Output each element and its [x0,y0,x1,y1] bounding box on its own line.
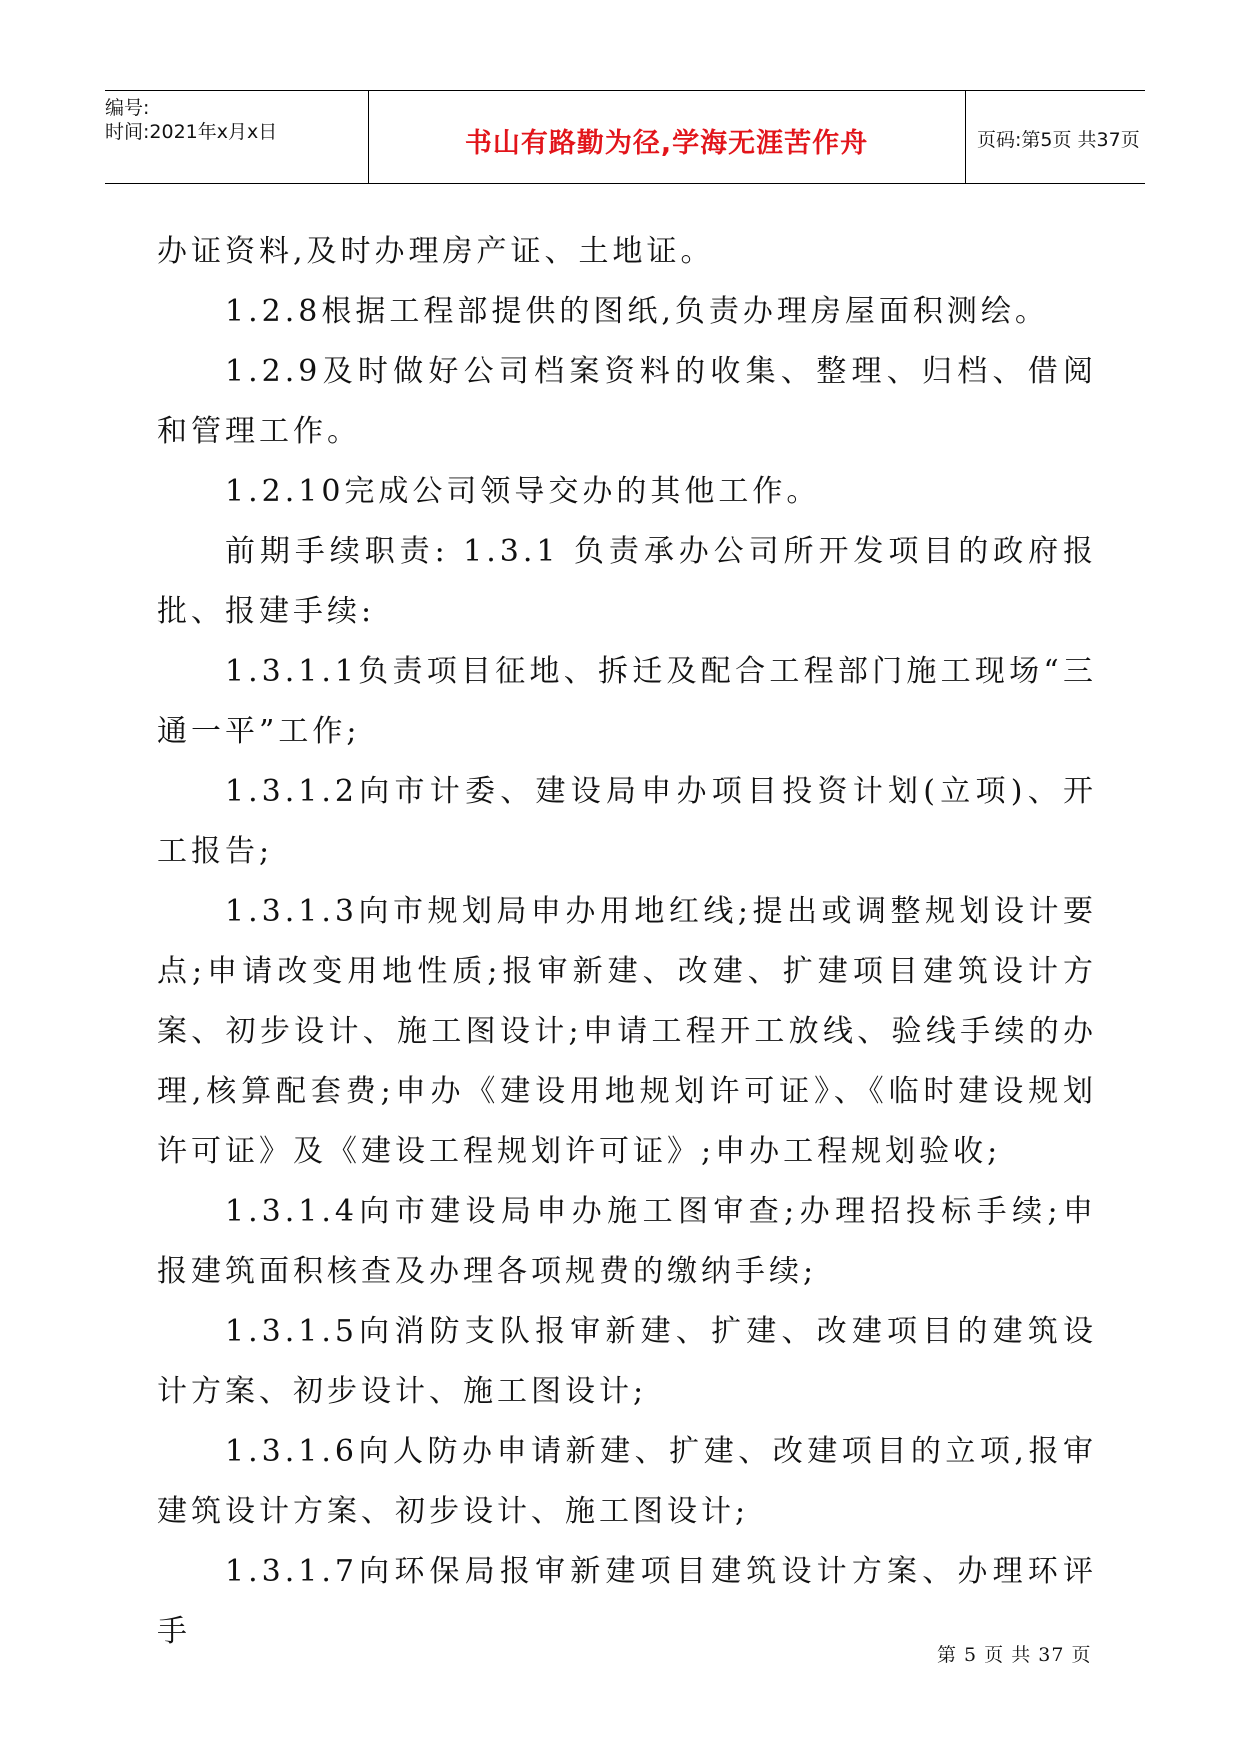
header-motto: 书山有路勤为径,学海无涯苦作舟 [464,128,869,159]
paragraph-continuation: 办证资料,及时办理房产证、土地证。 [157,234,715,269]
header-info-cell [105,91,369,183]
paragraph-1-2-9: 1.2.9及时做好公司档案资料的收集、整理、归档、借阅和管理工作。 [157,354,1097,449]
paragraph-1-3-1-2: 1.3.1.2向市计委、建设局申办项目投资计划(立项)、开工报告; [157,774,1097,869]
paragraph-1-2-8: 1.2.8根据工程部提供的图纸,负责办理房屋面积测绘。 [225,294,1049,329]
paragraph-1-3-1-1: 1.3.1.1负责项目征地、拆迁及配合工程部门施工现场“三通一平”工作; [157,654,1097,749]
paragraph-1-3-1: 前期手续职责: 1.3.1 负责承办公司所开发项目的政府报批、报建手续: [157,534,1097,629]
paragraph-1-3-1-6: 1.3.1.6向人防办申请新建、扩建、改建项目的立项,报审建筑设计方案、初步设计、施工图设计; [157,1434,1097,1529]
header-page-cell [965,91,1145,183]
page-header [105,90,1145,184]
paragraph-1-2-10: 1.2.10完成公司领导交办的其他工作。 [225,474,821,509]
document-number-label: 编号: [105,97,150,119]
paragraph-1-3-1-5: 1.3.1.5向消防支队报审新建、扩建、改建项目的建筑设计方案、初步设计、施工图设计; [157,1314,1097,1409]
document-body [157,222,1097,1662]
document-time-label: 时间:2021年x月x日 [105,121,278,143]
paragraph-1-3-1-4: 1.3.1.4向市建设局申办施工图审查;办理招投标手续;申报建筑面积核查及办理各项规费的缴纳手续; [157,1194,1097,1289]
header-motto-cell [368,91,966,183]
header-page-number: 页码:第5页 共37页 [977,129,1140,151]
page-footer: 第 5 页 共 37 页 [937,1644,1092,1666]
paragraph-1-3-1-3: 1.3.1.3向市规划局申办用地红线;提出或调整规划设计要点;申请改变用地性质;报审新建、改建、扩建项目建筑设计方案、初步设计、施工图设计;申请工程开工放线、验线手续的办理,核算配套费;申办《建设用地规划许可证》、《临时建设规划许可证》及《建设工程规划许可证》;申办工程规划验收; [157,894,1097,1169]
paragraph-1-3-1-7: 1.3.1.7向环保局报审新建项目建筑设计方案、办理环评手 [157,1554,1097,1649]
